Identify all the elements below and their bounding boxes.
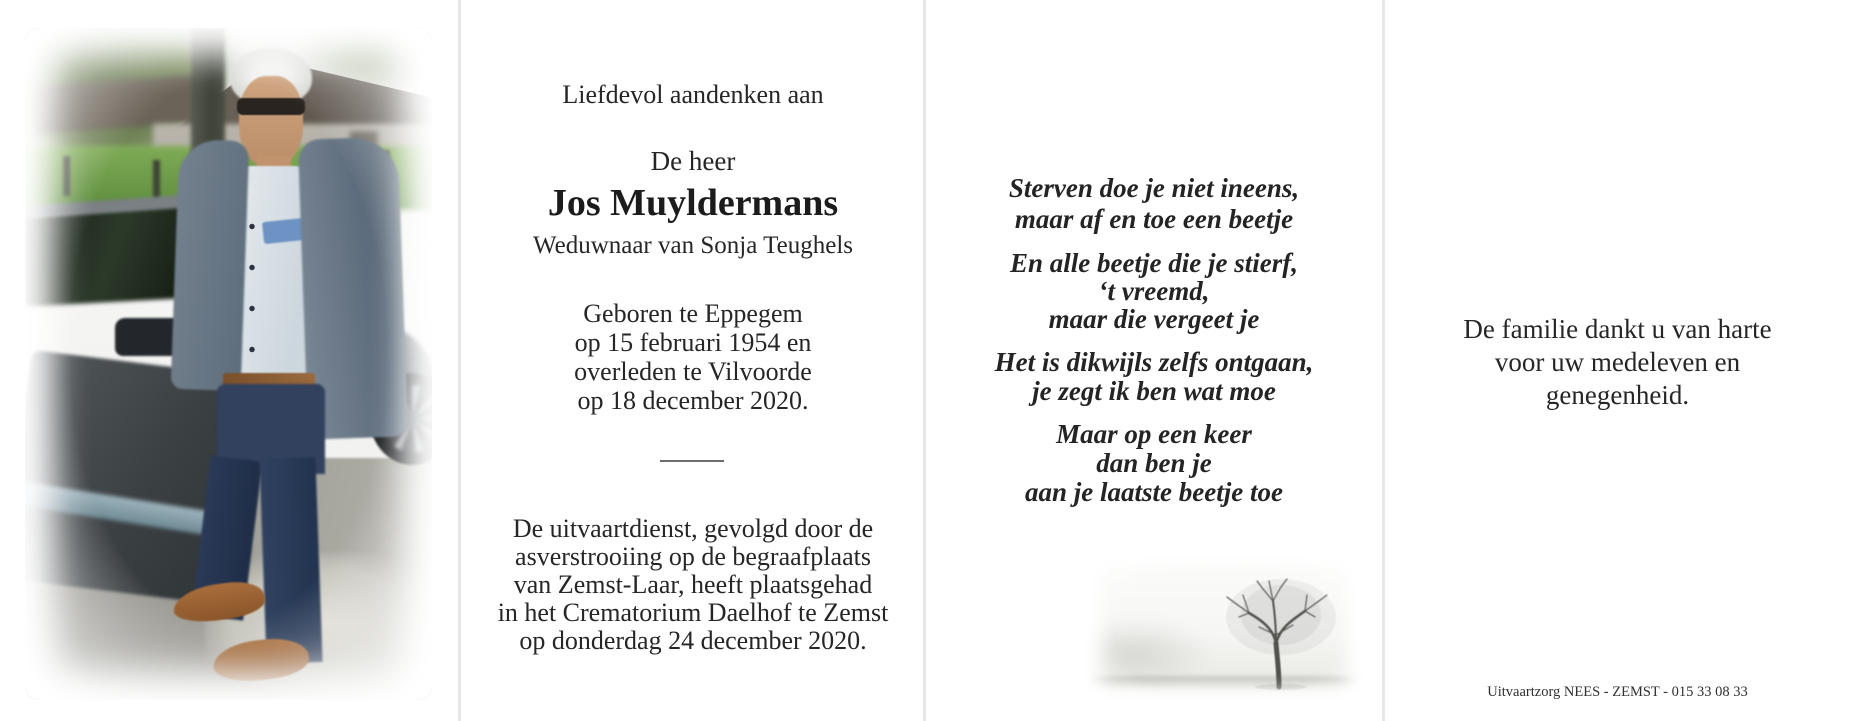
- portrait-photo: [25, 28, 432, 700]
- service-line: De uitvaartdienst, gevolgd door de: [512, 514, 874, 543]
- thanks-line: genegenheid.: [1545, 380, 1690, 410]
- poem-line: je zegt ik ben wat moe: [1032, 376, 1276, 406]
- winter-tree-photo: [1085, 548, 1363, 706]
- poem-stanza: [926, 348, 1382, 406]
- life-line: Geboren te Eppegem: [583, 299, 803, 328]
- life-line: op 15 februari 1954 en: [574, 328, 812, 357]
- memorial-panel: [462, 0, 924, 721]
- poem-stanza: [926, 420, 1382, 507]
- service-line: op donderdag 24 december 2020.: [519, 626, 867, 655]
- life-line: overleden te Vilvoorde: [574, 357, 812, 386]
- photo-vignette: [1085, 548, 1363, 706]
- poem-panel: [926, 0, 1382, 721]
- poem-line: Sterven doe je niet ineens,: [1008, 173, 1300, 203]
- poem-line: Maar op een keer: [1056, 419, 1252, 449]
- poem-line: En alle beetje die je stierf,: [1010, 248, 1298, 278]
- poem-line: aan je laatste beetje toe: [1025, 477, 1283, 507]
- poem-stanza: [926, 173, 1382, 235]
- service-line: asverstrooiing op de begraafplaats: [515, 542, 871, 571]
- service-line: in het Crematorium Daelhof te Zemst: [497, 598, 889, 627]
- service-line: van Zemst-Laar, heeft plaatsgehad: [513, 570, 873, 599]
- separator-line: [660, 460, 724, 462]
- intro-line: Liefdevol aandenken aan: [562, 80, 824, 109]
- poem-line: ‘t vreemd,: [1098, 276, 1210, 306]
- panel-divider: [458, 0, 461, 721]
- photo-vignette: [25, 28, 432, 700]
- funeral-home-footer: Uitvaartzorg NEES - ZEMST - 015 33 08 33: [1487, 684, 1748, 700]
- poem-stanza: [926, 249, 1382, 333]
- thanks-text: [1385, 313, 1850, 412]
- life-line: op 18 december 2020.: [577, 386, 809, 415]
- life-dates: [462, 299, 924, 415]
- thanks-line: De familie dankt u van harte: [1463, 314, 1772, 344]
- thanks-line: voor uw medeleven en: [1494, 347, 1741, 377]
- thanks-panel: [1385, 0, 1850, 721]
- salutation: De heer: [650, 146, 736, 176]
- poem-line: dan ben je: [1096, 448, 1212, 478]
- service-text: [462, 515, 924, 655]
- deceased-name: Jos Muyldermans: [547, 182, 839, 224]
- relation-line: Weduwnaar van Sonja Teughels: [533, 232, 853, 259]
- poem-line: Het is dikwijls zelfs ontgaan,: [994, 347, 1314, 377]
- poem-line: maar die vergeet je: [1048, 304, 1260, 334]
- poem-line: maar af en toe een beetje: [1014, 204, 1294, 234]
